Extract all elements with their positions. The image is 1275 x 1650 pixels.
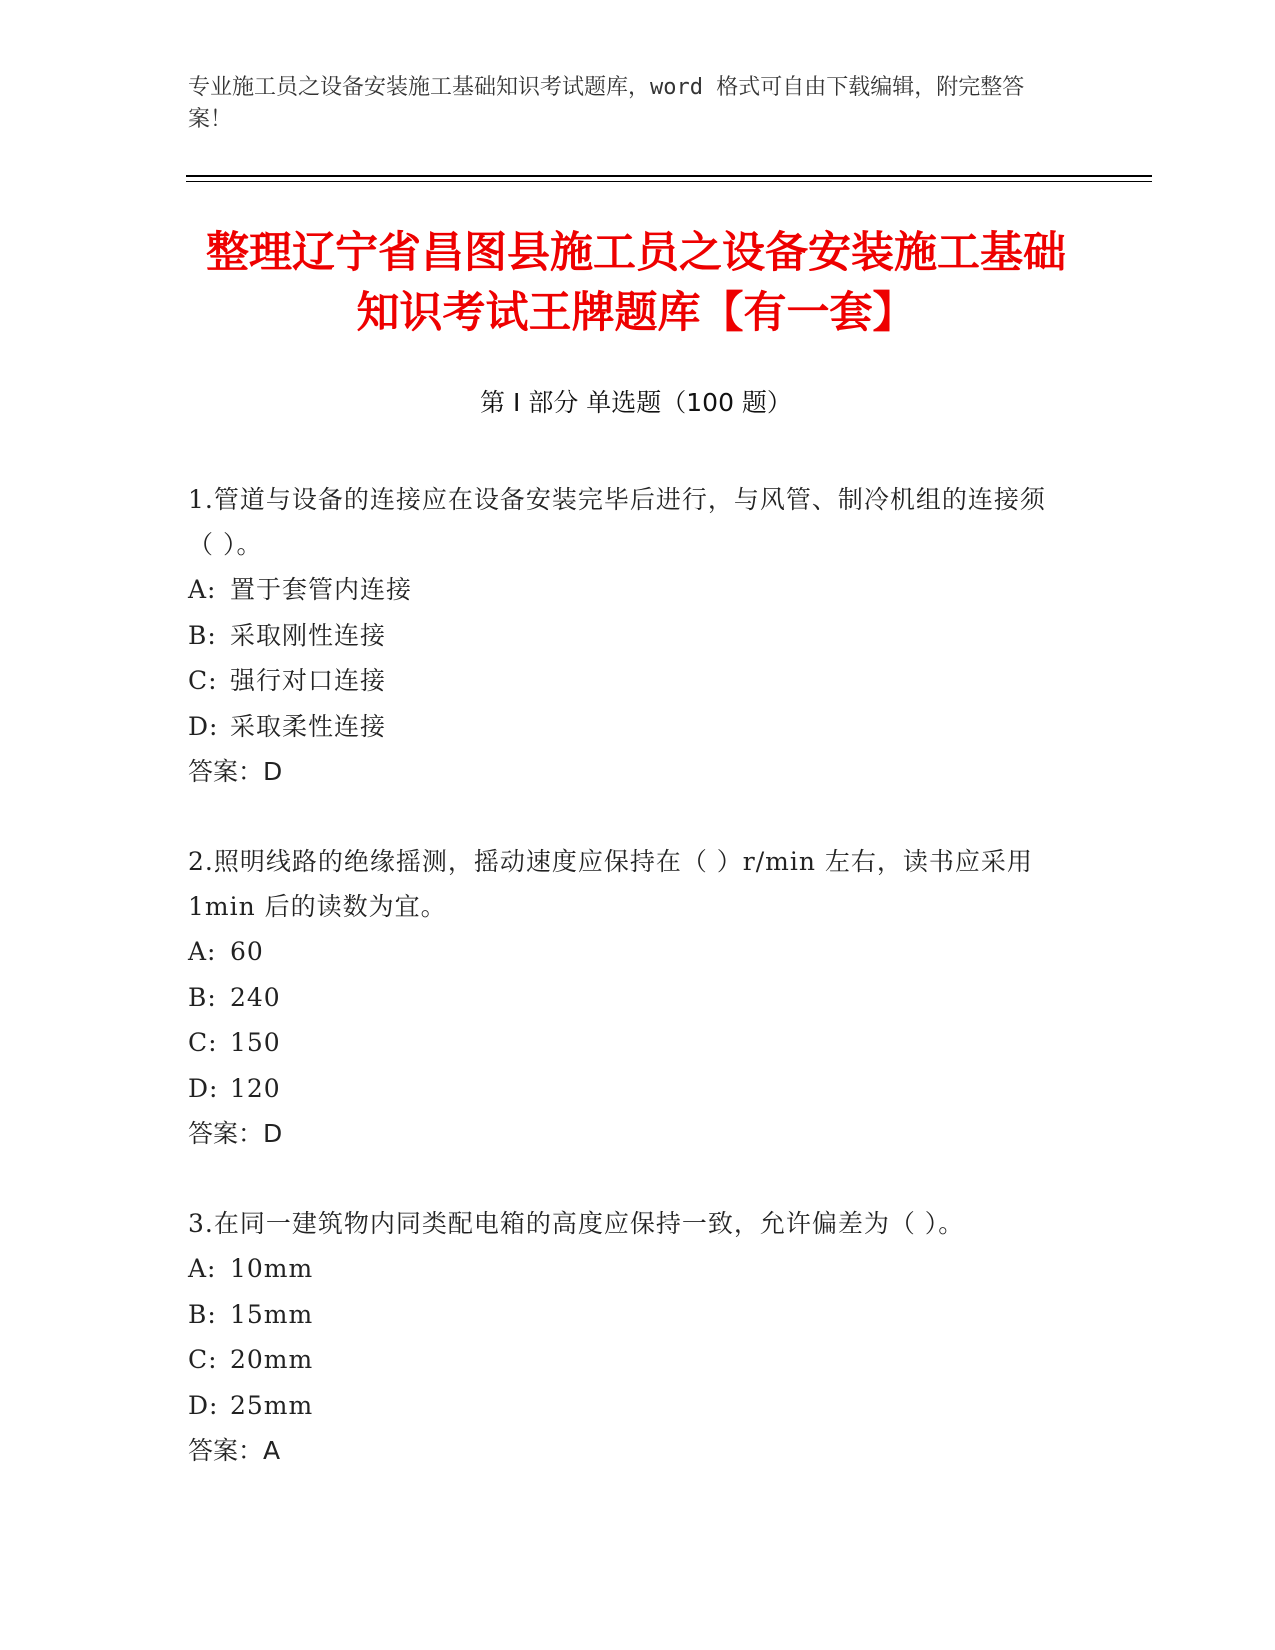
option-text: 采取刚性连接 [230, 620, 387, 650]
option-text: 15mm [230, 1299, 314, 1329]
option-text: 20mm [230, 1345, 314, 1374]
header-divider-thick [186, 175, 1152, 177]
answer-label: 答案： [188, 1436, 264, 1465]
question-1-option-a [188, 567, 1068, 613]
question-1-option-c [188, 658, 1068, 704]
document-title: 整理辽宁省昌图县施工员之设备安装施工基础知识考试王牌题库【有一套】 [206, 228, 1066, 338]
option-key: C: [188, 1028, 218, 1057]
option-text: 25mm [230, 1390, 314, 1420]
header-divider-thin [186, 181, 1152, 182]
option-text: 强行对口连接 [230, 666, 387, 695]
question-2-option-a [188, 929, 1068, 975]
option-text: 采取柔性连接 [230, 711, 387, 741]
option-key: D: [188, 711, 219, 741]
question-1-stem: 1.管道与设备的连接应在设备安装完毕后进行，与风管、制冷机组的连接须（ ）。 [188, 485, 1046, 559]
option-key: A: [188, 1254, 217, 1283]
answer-value: D [263, 1119, 283, 1148]
question-2-answer [188, 1111, 1068, 1156]
question-1-answer [188, 749, 1068, 794]
question-2-option-c [188, 1020, 1068, 1066]
answer-label: 答案： [188, 757, 264, 786]
option-text: 150 [230, 1028, 281, 1057]
question-2-option-b [188, 975, 1068, 1021]
header-note: 专业施工员之设备安装施工基础知识考试题库，word 格式可自由下载编辑，附完整答案！ [188, 75, 1025, 132]
question-1-option-d [188, 704, 1068, 750]
answer-label: 答案： [188, 1119, 264, 1148]
question-3-answer [188, 1428, 1068, 1473]
question-3-option-a [188, 1246, 1068, 1292]
option-text: 置于套管内连接 [230, 575, 413, 604]
option-key: D: [188, 1073, 219, 1103]
option-text: 60 [230, 937, 264, 966]
question-3-option-d [188, 1383, 1068, 1429]
question-2-stem: 2.照明线路的绝缘摇测，摇动速度应保持在（ ）r/min 左右，读书应采用 1min 后的读数为宜。 [188, 847, 1033, 921]
question-1-option-b [188, 613, 1068, 659]
option-key: A: [188, 575, 217, 604]
answer-value: D [263, 757, 283, 786]
option-key: B: [188, 1299, 217, 1329]
answer-value: A [263, 1436, 281, 1465]
question-3-stem: 3.在同一建筑物内同类配电箱的高度应保持一致，允许偏差为（ ）。 [188, 1209, 965, 1238]
question-spacer [188, 1156, 1068, 1201]
option-key: C: [188, 666, 218, 695]
option-key: B: [188, 620, 217, 650]
option-key: C: [188, 1345, 218, 1374]
question-3 [188, 1201, 1068, 1473]
question-3-option-c [188, 1337, 1068, 1383]
question-3-option-b [188, 1292, 1068, 1338]
option-key: D: [188, 1390, 219, 1420]
section-title: 第 I 部分 单选题（100 题） [480, 388, 792, 417]
question-1 [188, 477, 1068, 794]
option-key: A: [188, 937, 217, 966]
option-text: 240 [230, 982, 281, 1012]
question-2 [188, 839, 1068, 1156]
question-2-option-d [188, 1066, 1068, 1112]
question-spacer [188, 794, 1068, 839]
option-text: 120 [230, 1073, 281, 1103]
question-list [188, 477, 1068, 1473]
option-key: B: [188, 982, 217, 1012]
option-text: 10mm [230, 1254, 314, 1283]
